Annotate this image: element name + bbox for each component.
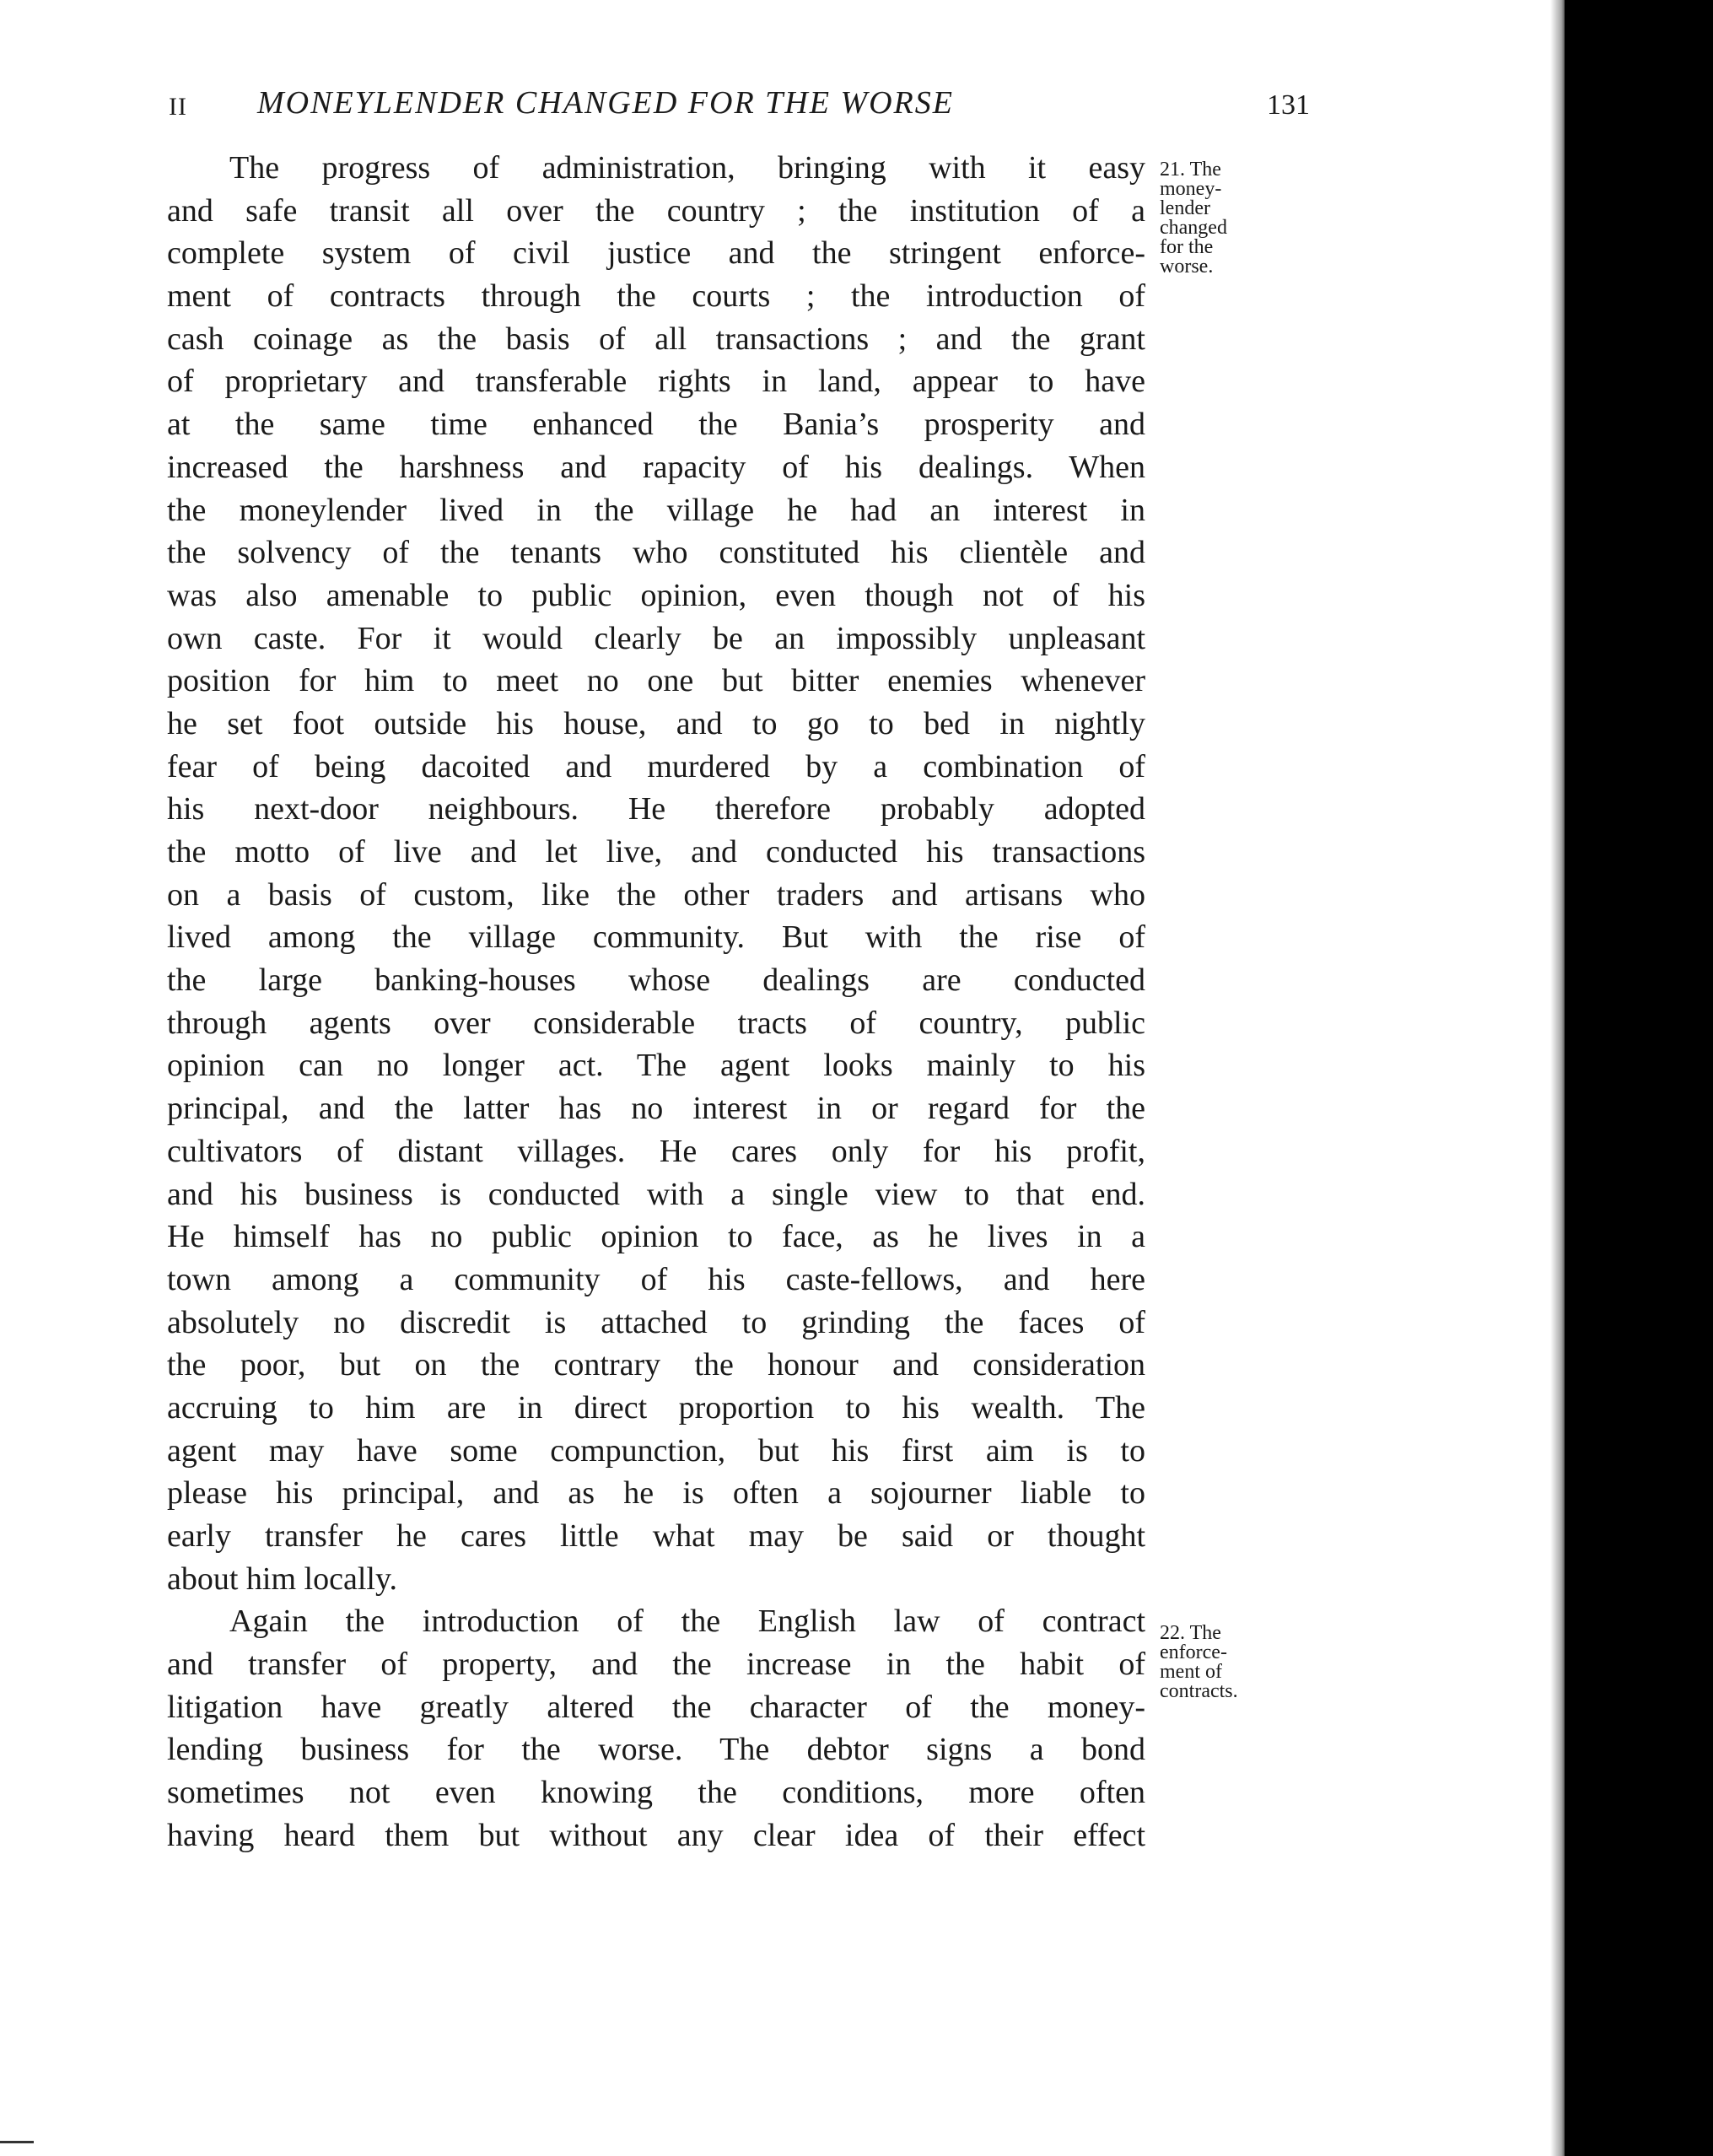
text-line: He himself has no public opinion to face, as he lives in a	[167, 1219, 1145, 1255]
sidenote-22	[1160, 1624, 1269, 1701]
scan-border	[1565, 0, 1713, 2156]
text-line: lending business for the worse. The debtor signs a bond	[167, 1732, 1145, 1768]
sidenote-line: changed	[1160, 217, 1227, 239]
text-line: was also amenable to public opinion, even though not of his	[167, 577, 1145, 613]
text-line: cash coinage as the basis of all transactions ; and the grant	[167, 321, 1145, 357]
text-line: and safe transit all over the country ; the institution of a	[167, 192, 1145, 229]
text-line: litigation have greatly altered the character of the money-	[167, 1689, 1145, 1725]
text-line: The progress of administration, bringing with it easy	[229, 150, 1145, 186]
text-line: about him locally.	[167, 1560, 397, 1597]
paragraph-22	[167, 1600, 1145, 1857]
sidenote-21	[1160, 160, 1269, 277]
text-line: principal, and the latter has no interest in or regard for the	[167, 1091, 1145, 1127]
text-line: through agents over considerable tracts of country, public	[167, 1005, 1145, 1041]
text-line: he set foot outside his house, and to go to bed in nightly	[167, 705, 1145, 741]
text-line: increased the harshness and rapacity of his dealings. When	[167, 449, 1145, 485]
text-line: on a basis of custom, like the other traders and artisans who	[167, 876, 1145, 913]
text-line: please his principal, and as he is often a sojourner liable to	[167, 1475, 1145, 1512]
text-line: fear of being dacoited and murdered by a combination of	[167, 748, 1145, 784]
chapter-number: II	[169, 93, 187, 121]
text-line: Again the introduction of the English law of contract	[229, 1604, 1145, 1640]
text-line: the poor, but on the contrary the honour and consideration	[167, 1347, 1145, 1383]
text-line: complete system of civil justice and the stringent enforce-	[167, 235, 1145, 272]
text-line: sometimes not even knowing the conditions, more often	[167, 1775, 1145, 1811]
sidenote-line: 22. The	[1160, 1622, 1221, 1644]
sidenote-line: for the	[1160, 236, 1214, 258]
text-line: position for him to meet no one but bitter enemies whenever	[167, 663, 1145, 699]
text-line: his next-door neighbours. He therefore probably adopted	[167, 791, 1145, 827]
sidenote-line: lender	[1160, 197, 1210, 219]
text-line: the motto of live and let live, and conducted his transactions	[167, 834, 1145, 870]
text-line: and his business is conducted with a single view to that end.	[167, 1176, 1145, 1212]
text-line: of proprietary and transferable rights in land, appear to have	[167, 364, 1145, 400]
page-number: 131	[1267, 89, 1310, 121]
text-line: cultivators of distant villages. He cares only for his profit,	[167, 1133, 1145, 1169]
text-line: town among a community of his caste-fellows, and here	[167, 1261, 1145, 1297]
scan-mark	[0, 2141, 34, 2143]
text-line: own caste. For it would clearly be an impossibly unpleasant	[167, 620, 1145, 656]
text-line: the solvency of the tenants who constituted his clientèle and	[167, 535, 1145, 571]
sidenote-line: enforce-	[1160, 1641, 1227, 1663]
text-line: ment of contracts through the courts ; the introduction of	[167, 278, 1145, 315]
text-line: the moneylender lived in the village he had an interest in	[167, 492, 1145, 528]
text-line: the large banking-houses whose dealings are conducted	[167, 962, 1145, 999]
sidenote-line: worse.	[1160, 256, 1214, 278]
text-line: early transfer he cares little what may be said or thought	[167, 1518, 1145, 1554]
paragraph-21	[167, 147, 1145, 1600]
text-line: accruing to him are in direct proportion to his wealth. The	[167, 1389, 1145, 1426]
text-line: at the same time enhanced the Bania’s prosperity and	[167, 407, 1145, 443]
running-header	[169, 84, 1310, 135]
body-text	[167, 147, 1145, 1857]
text-line: agent may have some compunction, but his first aim is to	[167, 1432, 1145, 1469]
text-line: lived among the village community. But with the rise of	[167, 919, 1145, 956]
sidenote-line: contracts.	[1160, 1680, 1238, 1702]
text-line: opinion can no longer act. The agent looks mainly to his	[167, 1048, 1145, 1084]
text-line: having heard them but without any clear idea of their effect	[167, 1817, 1145, 1853]
text-line: absolutely no discredit is attached to grinding the faces of	[167, 1304, 1145, 1340]
text-line: and transfer of property, and the increase in the habit of	[167, 1647, 1145, 1683]
sidenote-line: money-	[1160, 178, 1222, 200]
sidenote-line: ment of	[1160, 1661, 1222, 1683]
running-title: MONEYLENDER CHANGED FOR THE WORSE	[257, 85, 954, 121]
sidenote-line: 21. The	[1160, 159, 1221, 181]
